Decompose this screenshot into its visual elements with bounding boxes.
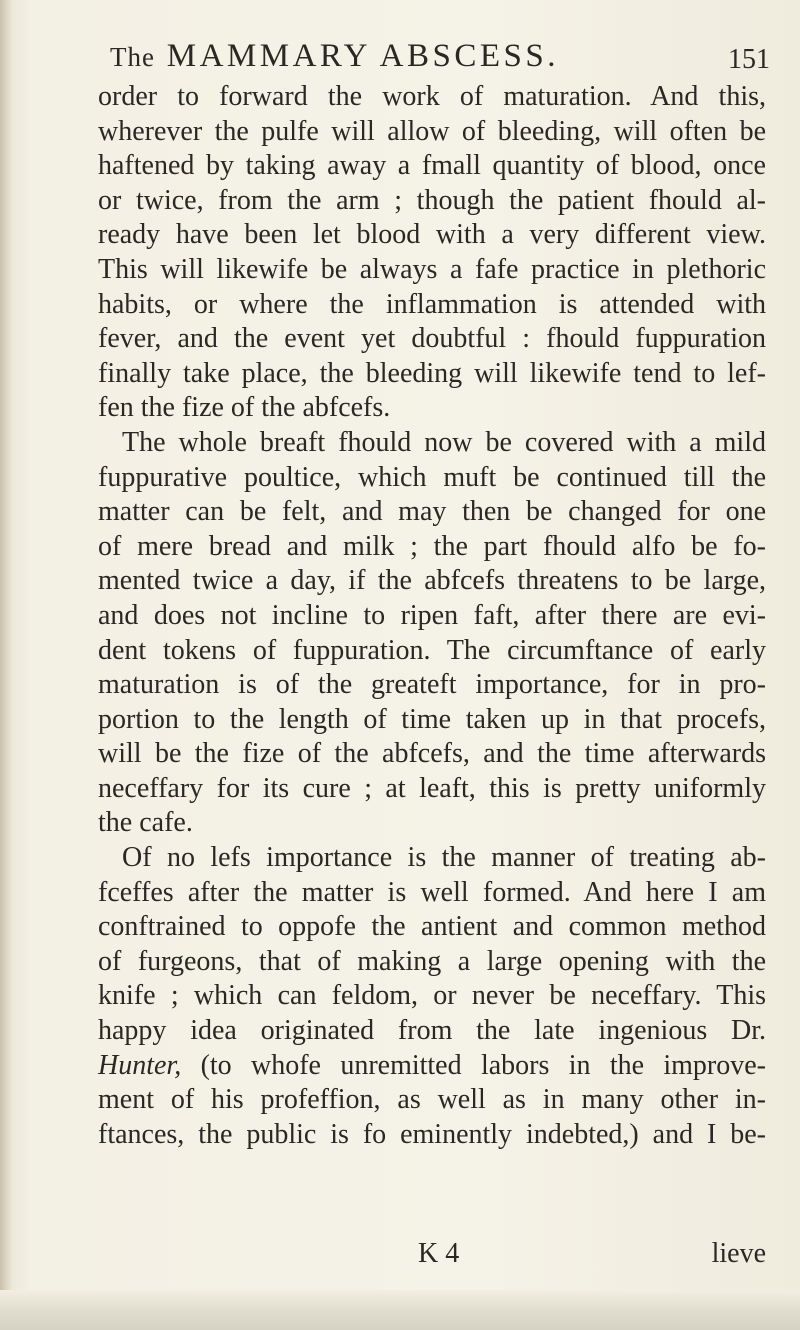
text-line: maturation is of the greateft importance, for in pro- bbox=[98, 669, 766, 701]
text-line: happy idea originated from the late ingenious Dr. bbox=[98, 1015, 766, 1047]
page-bottom-edge bbox=[0, 1290, 800, 1330]
text-line: dent tokens of fuppuration. The circumftance of early bbox=[98, 634, 766, 666]
text-line: portion to the length of time taken up in that procefs, bbox=[98, 703, 766, 735]
text-line: fceffes after the matter is well formed. And here I am bbox=[98, 876, 766, 908]
text-line: conftrained to oppofe the antient and common method bbox=[98, 911, 766, 943]
text-line: This will likewife be always a fafe practice in plethoric bbox=[98, 253, 766, 285]
page-number: 151 bbox=[728, 44, 770, 75]
signature-mark: K 4 bbox=[418, 1238, 460, 1269]
text-line: of mere bread and milk ; the part fhould alfo be fo- bbox=[98, 530, 766, 562]
text-line: ment of his profeffion, as well as in many other in- bbox=[98, 1084, 766, 1116]
text-line: ftances, the public is fo eminently indebted,) and I be- bbox=[98, 1118, 766, 1150]
text-line: Of no lefs importance is the manner of treating ab- bbox=[122, 842, 766, 874]
text-line: and does not incline to ripen faft, after there are evi- bbox=[98, 599, 766, 631]
text-line: wherever the pulfe will allow of bleeding, will often be bbox=[98, 115, 766, 147]
text-line: Hunter, (to whofe unremitted labors in the improve- bbox=[98, 1049, 766, 1081]
running-title-prefix: The bbox=[110, 42, 155, 72]
running-title bbox=[110, 38, 559, 75]
text-line: the cafe. bbox=[98, 807, 193, 839]
text-line: mented twice a day, if the abfcefs threatens to be large, bbox=[98, 565, 766, 597]
text-line: ready have been let blood with a very different view. bbox=[98, 219, 766, 251]
text-line: The whole breaft fhould now be covered with a mild bbox=[122, 426, 766, 458]
italic-name: Hunter, bbox=[98, 1049, 182, 1081]
catchword: lieve bbox=[711, 1238, 766, 1269]
text-line: fuppurative poultice, which muft be continued till the bbox=[98, 461, 766, 493]
text-line: neceffary for its cure ; at leaft, this is pretty uniformly bbox=[98, 772, 766, 804]
body-text bbox=[98, 80, 766, 1152]
page-gutter-shadow bbox=[0, 0, 12, 1330]
text-line: knife ; which can feldom, or never be neceffary. This bbox=[98, 980, 766, 1012]
text-line: haftened by taking away a fmall quantity of blood, once bbox=[98, 150, 766, 182]
text-line: will be the fize of the abfcefs, and the time afterwards bbox=[98, 738, 766, 770]
text-line: matter can be felt, and may then be changed for one bbox=[98, 496, 766, 528]
text-line: habits, or where the inflammation is attended with bbox=[98, 288, 766, 320]
page-footer bbox=[98, 1238, 766, 1274]
text-line: or twice, from the arm ; though the patient fhould al- bbox=[98, 184, 766, 216]
text-line: of furgeons, that of making a large opening with the bbox=[98, 945, 766, 977]
text-line: finally take place, the bleeding will likewife tend to lef- bbox=[98, 357, 766, 389]
text-line: fen the fize of the abfcefs. bbox=[98, 392, 391, 424]
running-header bbox=[110, 38, 770, 78]
running-title-main: MAMMARY ABSCESS. bbox=[166, 38, 559, 74]
text-line: fever, and the event yet doubtful : fhould fuppuration bbox=[98, 323, 766, 355]
text-line: order to forward the work of maturation. And this, bbox=[98, 81, 766, 112]
